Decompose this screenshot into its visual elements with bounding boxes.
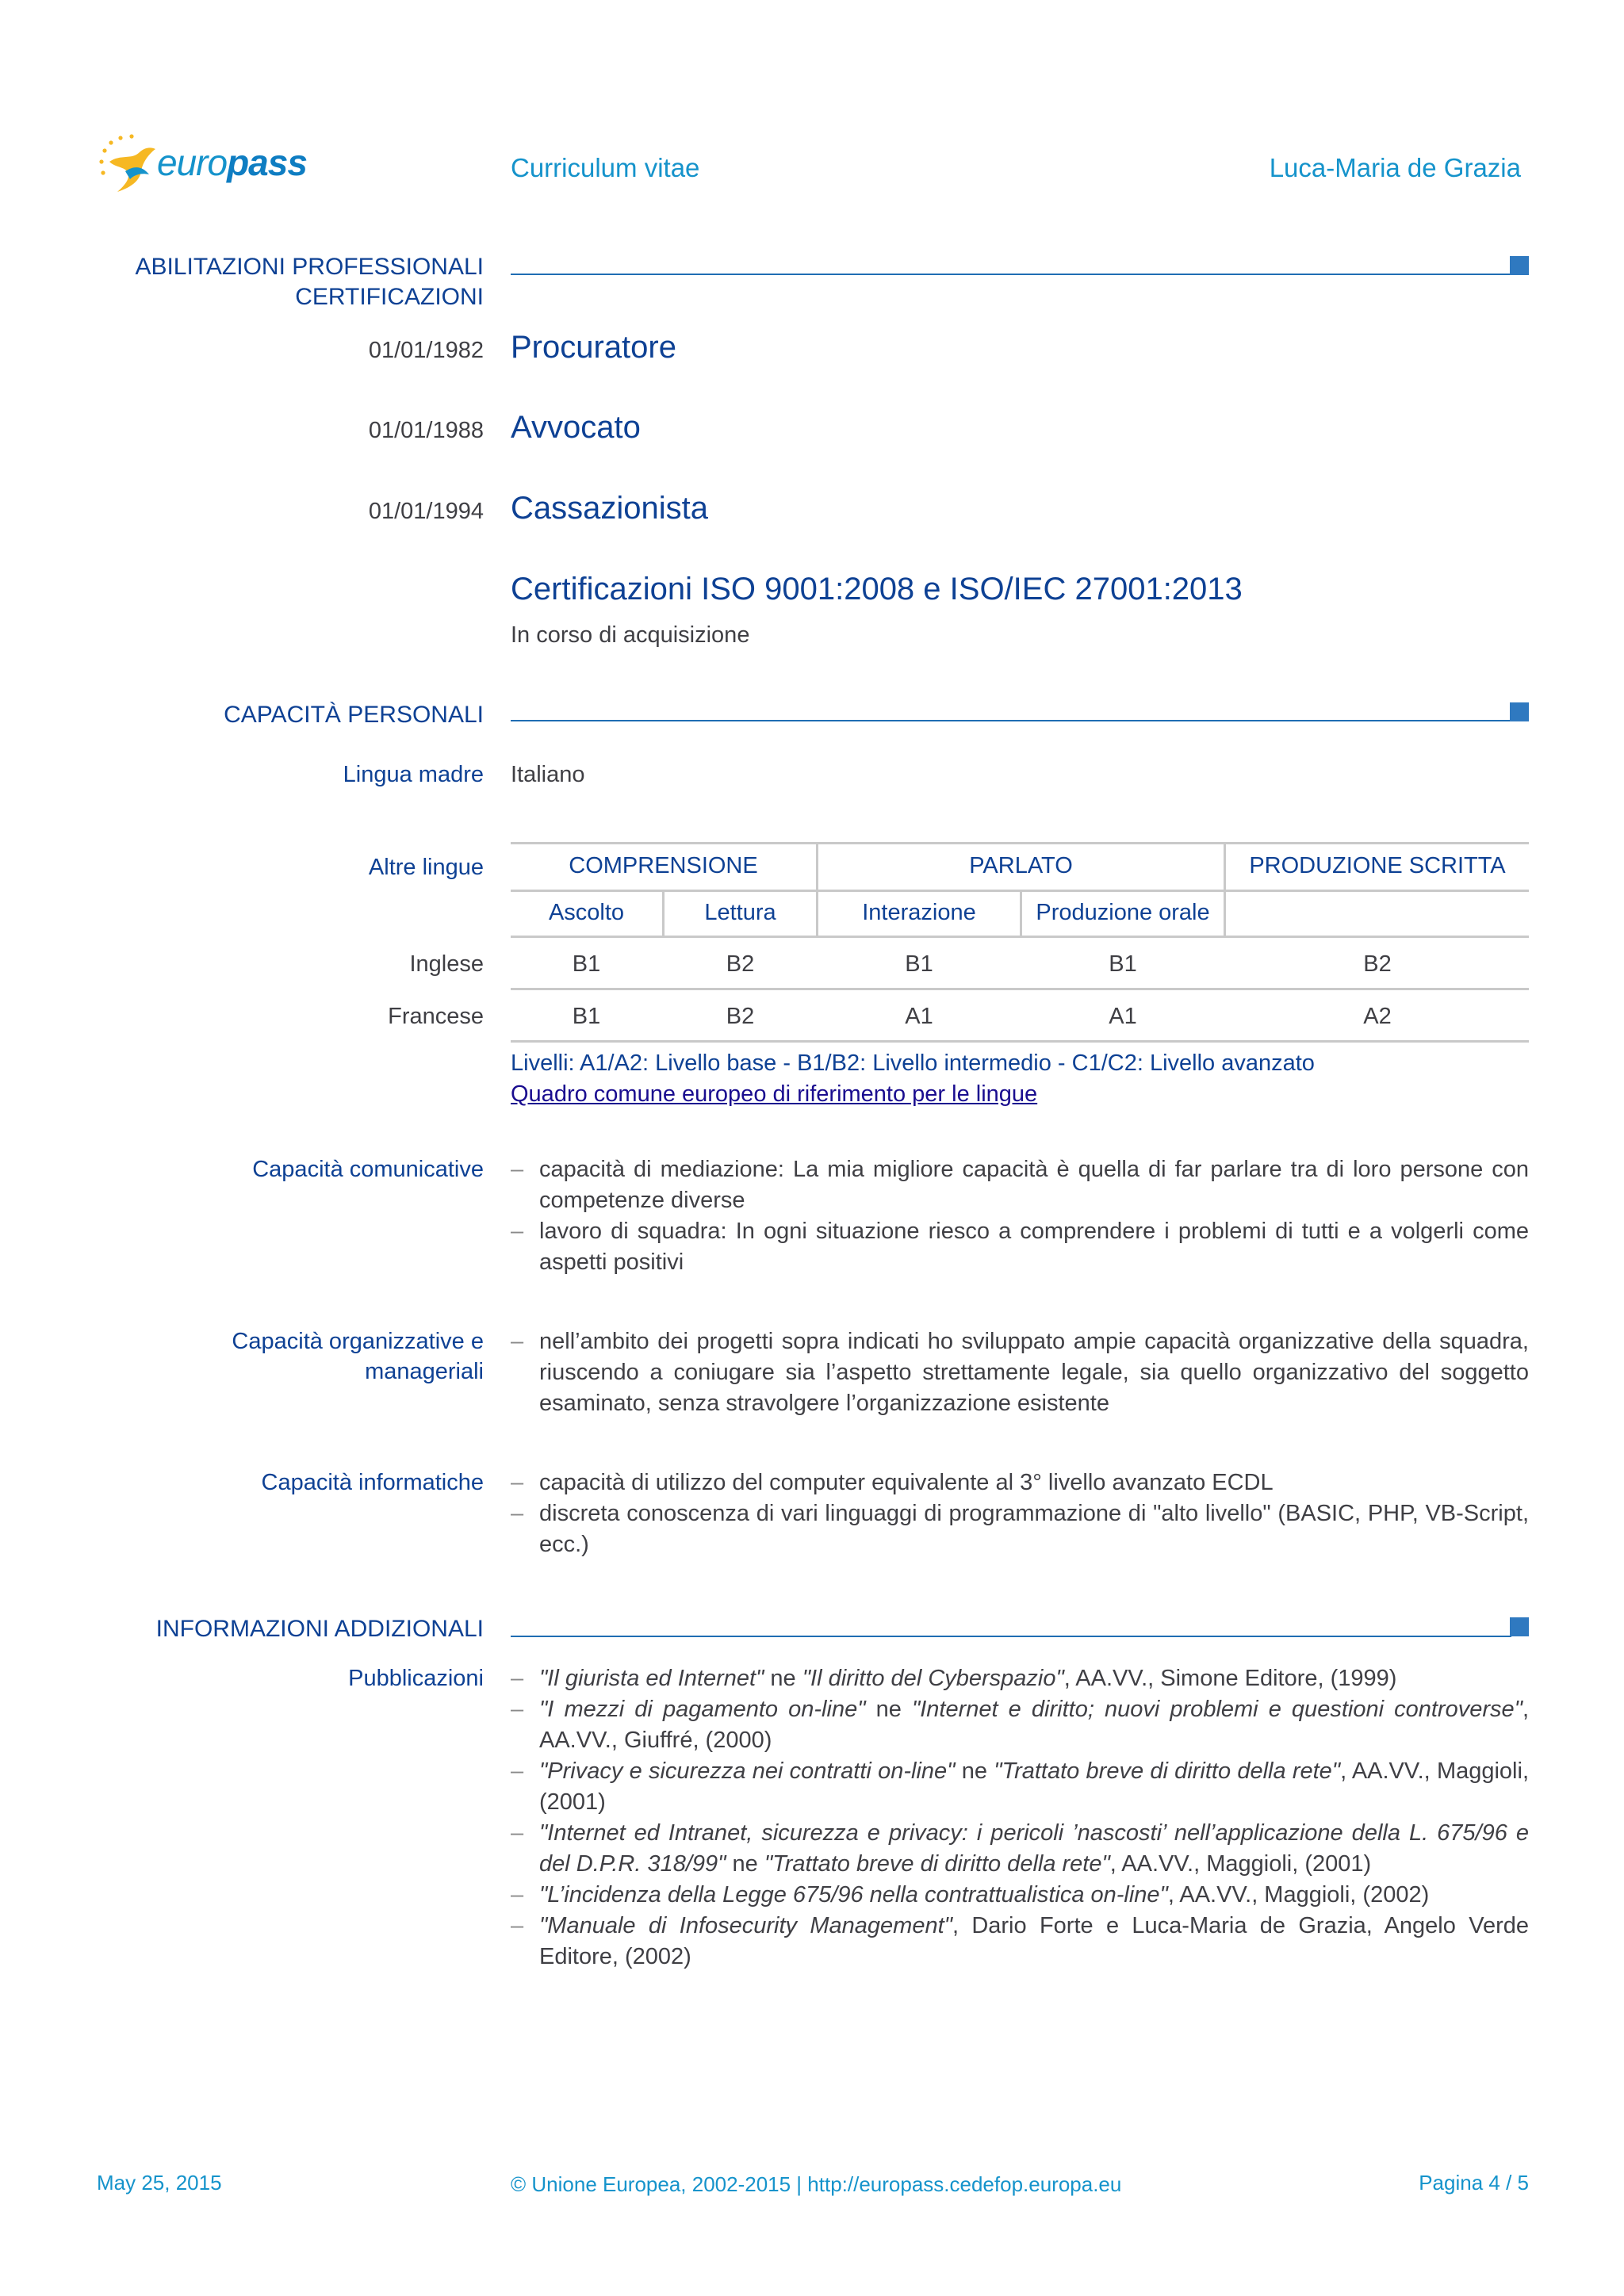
- cefr-link[interactable]: Quadro comune europeo di riferimento per le lingue: [511, 1081, 1038, 1107]
- language-level: B2: [1363, 951, 1392, 977]
- list-item-text: capacità di mediazione: La mia migliore capacità è quella di far parlare tra di loro persone con competenze diverse: [539, 1157, 1529, 1213]
- list-item: [511, 1326, 1529, 1419]
- section-divider: [511, 1636, 1511, 1637]
- language-level: A2: [1363, 1004, 1392, 1029]
- language-name: Inglese: [409, 951, 484, 977]
- mother-tongue-label: Lingua madre: [343, 762, 484, 787]
- person-name: Luca-Maria de Grazia: [1269, 153, 1521, 182]
- language-level: A1: [1109, 1004, 1137, 1029]
- publication-item: [511, 1694, 1529, 1756]
- publication-item: [511, 1880, 1529, 1911]
- table-subheader: Lettura: [704, 900, 776, 925]
- publications-list: [511, 1663, 1529, 1973]
- levels-note: Livelli: A1/A2: Livello base - B1/B2: Livello intermedio - C1/C2: Livello avanzato: [511, 1050, 1315, 1076]
- language-level: B1: [572, 951, 601, 977]
- computer-skills-label: Capacità informatiche: [261, 1470, 484, 1495]
- publication-item: [511, 1911, 1529, 1973]
- publication-work: "Trattato breve di diritto della rete": [994, 1758, 1341, 1784]
- footer-copyright[interactable]: © Unione Europea, 2002-2015 | http://europass.cedefop.europa.eu: [511, 2172, 1122, 2196]
- table-group-header: COMPRENSIONE: [569, 853, 758, 878]
- iso-certification-title: Certificazioni ISO 9001:2008 e ISO/IEC 27001:2013: [511, 572, 1243, 607]
- europass-logo: [94, 130, 316, 201]
- table-rule: [511, 1040, 1529, 1043]
- publication-connector: ne: [764, 1666, 802, 1691]
- logo-pass-text: pass: [227, 142, 307, 183]
- label-line: manageriali: [365, 1359, 484, 1384]
- cert-date: 01/01/1994: [368, 499, 484, 524]
- document-title: Curriculum vitae: [511, 153, 700, 182]
- publication-title: "Manuale di Infosecurity Management": [539, 1913, 952, 1938]
- list-item-text: nell’ambito dei progetti sopra indicati ho sviluppato ampie capacità organizzative della squadra, riuscendo a coniugare sia l’aspetto strettamente legale, sia quello organizzativo del soggetto esaminato, senza stravolgere l’organizzazione esistente: [539, 1329, 1529, 1416]
- publication-title: "L’incidenza della Legge 675/96 nella contrattualistica on-line": [539, 1882, 1168, 1908]
- publication-title: "Internet ed Intranet, sicurezza e privacy: i pericoli ’nascosti’ nell’applicazione della L. 675/96 e del D.P.R. 318/99": [539, 1820, 1529, 1877]
- heading-line: CERTIFICAZIONI: [295, 284, 484, 310]
- language-level: A1: [905, 1004, 933, 1029]
- list-item: [511, 1154, 1529, 1216]
- organizational-skills-list: [511, 1326, 1529, 1419]
- communicative-skills-list: [511, 1154, 1529, 1278]
- table-subheader: Produzione orale: [1036, 900, 1210, 925]
- section-heading-personal: CAPACITÀ PERSONALI: [224, 702, 484, 728]
- communicative-skills-label: Capacità comunicative: [252, 1157, 484, 1182]
- list-item: [511, 1498, 1529, 1560]
- table-divider: [1224, 890, 1226, 936]
- publication-details: , AA.VV., Giuffré, (2000): [539, 1697, 1529, 1753]
- iso-certification-note: In corso di acquisizione: [511, 622, 750, 648]
- section-marker: [1510, 702, 1529, 721]
- publication-title: "Il giurista ed Internet": [539, 1666, 764, 1691]
- publication-title: "Privacy e sicurezza nei contratti on-line": [539, 1758, 956, 1784]
- publication-item: [511, 1818, 1529, 1880]
- publication-work: "Trattato breve di diritto della rete": [764, 1851, 1110, 1877]
- other-languages-label: Altre lingue: [368, 855, 484, 880]
- publication-connector: ne: [865, 1697, 912, 1722]
- language-name: Francese: [388, 1004, 484, 1029]
- publication-item: [511, 1756, 1529, 1818]
- list-item-text: capacità di utilizzo del computer equivalente al 3° livello avanzato ECDL: [539, 1470, 1274, 1495]
- publications-label: Pubblicazioni: [348, 1666, 484, 1691]
- table-group-header: PARLATO: [969, 853, 1073, 878]
- section-marker: [1510, 256, 1529, 275]
- publication-work: "Internet e diritto; nuovi problemi e questioni controverse": [911, 1697, 1522, 1722]
- section-divider: [511, 274, 1511, 275]
- table-subheader: Ascolto: [548, 900, 625, 925]
- footer-page-number: Pagina 4 / 5: [1419, 2171, 1529, 2195]
- table-rule: [511, 988, 1529, 990]
- section-heading-certifications: [135, 252, 484, 312]
- table-group-header: PRODUZIONE SCRITTA: [1249, 853, 1506, 878]
- levels-legend: [511, 1048, 1315, 1110]
- language-level: B2: [726, 951, 755, 977]
- table-rule: [511, 936, 1529, 938]
- language-level: B1: [905, 951, 933, 977]
- section-marker: [1510, 1617, 1529, 1636]
- table-subheader: Interazione: [862, 900, 976, 925]
- publication-title: "I mezzi di pagamento on-line": [539, 1697, 866, 1722]
- publication-details: , Dario Forte e Luca-Maria de Grazia, Angelo Verde Editore, (2002): [539, 1913, 1529, 1969]
- heading-line: ABILITAZIONI PROFESSIONALI: [135, 254, 484, 280]
- cert-title: Cassazionista: [511, 491, 709, 526]
- section-divider: [511, 720, 1511, 721]
- list-item-text: discreta conoscenza di vari linguaggi di programmazione di "alto livello" (BASIC, PHP, VB-Script, ecc.): [539, 1501, 1529, 1557]
- cert-title: Procuratore: [511, 330, 676, 365]
- language-level: B2: [726, 1004, 755, 1029]
- label-line: Capacità organizzative e: [232, 1329, 484, 1354]
- publication-details: , AA.VV., Maggioli, (2001): [1109, 1851, 1372, 1877]
- cert-date: 01/01/1988: [368, 418, 484, 443]
- language-level: B1: [572, 1004, 601, 1029]
- publication-details: , AA.VV., Maggioli, (2002): [1167, 1882, 1430, 1908]
- publication-work: "Il diritto del Cyberspazio": [802, 1666, 1064, 1691]
- logo-euro-text: euro: [157, 142, 228, 183]
- publication-item: [511, 1663, 1529, 1694]
- cert-date: 01/01/1982: [368, 338, 484, 363]
- list-item-text: lavoro di squadra: In ogni situazione riesco a comprendere i problemi di tutti e a volgerli come aspetti positivi: [539, 1219, 1529, 1275]
- cert-title: Avvocato: [511, 410, 641, 445]
- footer-date: May 25, 2015: [97, 2171, 222, 2195]
- computer-skills-list: [511, 1468, 1529, 1560]
- publication-connector: ne: [726, 1851, 764, 1877]
- language-level: B1: [1109, 951, 1137, 977]
- list-item: [511, 1216, 1529, 1278]
- list-item: [511, 1468, 1529, 1498]
- publication-details: , AA.VV., Maggioli, (2001): [539, 1758, 1530, 1815]
- publication-connector: ne: [955, 1758, 994, 1784]
- publication-details: , AA.VV., Simone Editore, (1999): [1063, 1666, 1397, 1691]
- section-heading-additional: INFORMAZIONI ADDIZIONALI: [155, 1616, 484, 1642]
- organizational-skills-label: [232, 1326, 484, 1387]
- table-rule: [511, 842, 1529, 844]
- mother-tongue-value: Italiano: [511, 762, 585, 787]
